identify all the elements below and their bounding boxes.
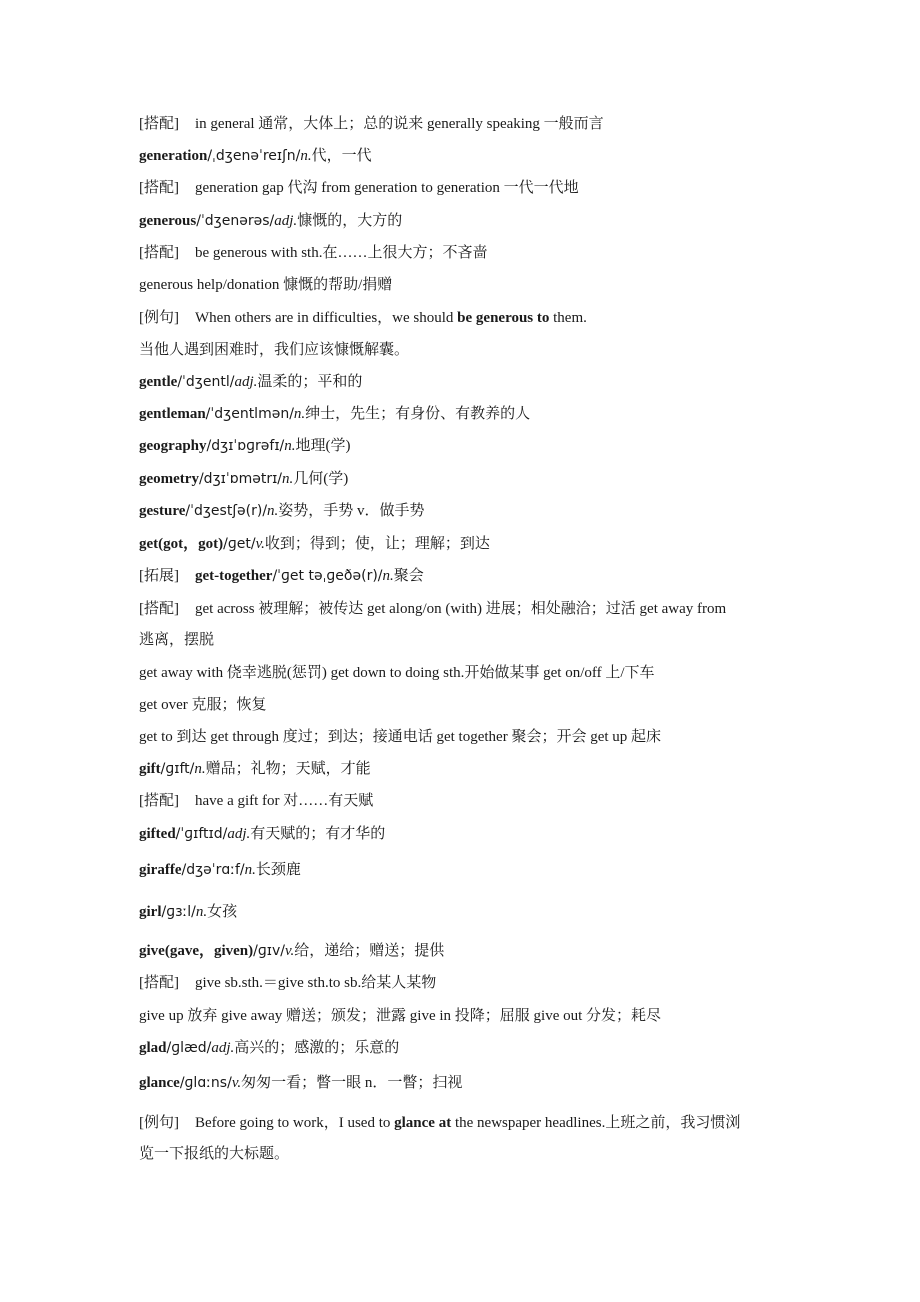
phonetic: /ɡɜːl/ (161, 904, 196, 920)
extension-line (139, 566, 424, 586)
entry-glad (139, 1038, 399, 1058)
part-of-speech: adj. (274, 213, 298, 229)
collocation-line (139, 973, 436, 993)
headword: get(got，got) (139, 536, 224, 552)
part-of-speech: n. (195, 904, 208, 920)
phonetic: /ˌdʒenəˈreɪʃn/ (207, 148, 301, 164)
phonetic: /dʒɪˈɒɡrəfɪ/ (206, 438, 285, 454)
line-text: generous help/donation 慷慨的帮助/捐赠 (139, 277, 393, 293)
definition: 姿势，手势 v．做手势 (278, 503, 425, 519)
entry-gifted (139, 824, 385, 844)
part-of-speech: n. (244, 862, 256, 878)
phonetic: /ɡɪft/ (160, 761, 195, 777)
entry-giraffe (139, 860, 301, 880)
line-text: get over 克服；恢复 (139, 697, 267, 713)
line-text: in general 通常，大体上；总的说来 generally speaking 一般而言 (195, 116, 604, 132)
entry-generous (139, 211, 402, 231)
entry-gentleman (139, 404, 530, 424)
collocation-tag: [搭配] (139, 245, 179, 261)
headword: generation (139, 148, 208, 164)
line-text: get across 被理解；被传达 get along/on (with) 进展；相处融洽；过活 get away from (195, 601, 727, 617)
line-text: be generous with sth.在……上很大方；不吝啬 (195, 245, 488, 261)
phonetic: /dʒəˈrɑːf/ (181, 862, 245, 878)
phonetic: /dʒɪˈɒmətrɪ/ (198, 471, 283, 487)
part-of-speech: n. (194, 761, 206, 777)
part-of-speech: n. (267, 503, 279, 519)
example-tag: [例句] (139, 1115, 179, 1131)
definition: 几何(学) (293, 471, 349, 487)
translation-line (139, 340, 409, 360)
phonetic: /ɡɪv/ (253, 943, 285, 959)
line-text: give sb.sth.＝give sth.to sb.给某人某物 (195, 975, 437, 991)
phonetic: /ˈɡet təˌɡeðə(r)/ (272, 568, 383, 584)
example-text: them. (549, 310, 587, 326)
headword: giraffe (139, 862, 182, 878)
entry-gift (139, 759, 371, 779)
line-text: 当他人遇到困难时，我们应该慷慨解囊。 (139, 342, 410, 358)
text-line (139, 630, 214, 650)
collocation-tag: [搭配] (139, 601, 179, 617)
text-line (139, 663, 655, 683)
collocation-line (139, 178, 579, 198)
example-tag: [例句] (139, 310, 179, 326)
entry-give (139, 941, 444, 961)
line-text: have a gift for 对……有天赋 (195, 793, 374, 809)
part-of-speech: v. (284, 943, 295, 959)
definition: 女孩 (207, 904, 238, 920)
collocation-line (139, 114, 604, 134)
phonetic: /ɡet/ (223, 536, 256, 552)
entry-geometry (139, 469, 348, 489)
example-keyphrase: glance at (394, 1115, 452, 1131)
entry-gentle (139, 372, 362, 392)
text-line (139, 275, 392, 295)
collocation-tag: [搭配] (139, 180, 179, 196)
definition: 有天赋的；有才华的 (250, 826, 386, 842)
line-text: generation gap 代沟 from generation to generation 一代一代地 (195, 180, 579, 196)
definition: 收到；得到；使，让；理解；到达 (264, 536, 490, 552)
entry-gesture (139, 501, 425, 521)
example-text: When others are in difficulties，we should (195, 310, 458, 326)
headword: give(gave，given) (139, 943, 254, 959)
text-line (139, 1006, 661, 1026)
headword: gentle (139, 374, 178, 390)
phonetic: /ˈdʒentl/ (177, 374, 235, 390)
definition: 温柔的；平和的 (257, 374, 363, 390)
headword: glance (139, 1075, 180, 1091)
definition: 地理(学) (295, 438, 351, 454)
example-keyphrase: be generous to (457, 310, 550, 326)
part-of-speech: v. (255, 536, 265, 552)
part-of-speech: n. (382, 568, 394, 584)
collocation-line (139, 791, 373, 811)
collocation-line (139, 243, 487, 263)
definition: 给，递给；赠送；提供 (294, 943, 445, 959)
collocation-tag: [搭配] (139, 793, 179, 809)
line-text: get to 到达 get through 度过；到达；接通电话 get together 聚会；开会 get up 起床 (139, 729, 662, 745)
headword: geography (139, 438, 207, 454)
collocation-tag: [搭配] (139, 116, 179, 132)
part-of-speech: n. (282, 471, 294, 487)
extension-tag: [拓展] (139, 568, 179, 584)
phonetic: /ˈdʒentlmən/ (205, 406, 294, 422)
part-of-speech: v. (231, 1075, 242, 1091)
phonetic: /ɡlɑːns/ (179, 1075, 232, 1091)
line-text: 逃离，摆脱 (139, 632, 215, 648)
collocation-tag: [搭配] (139, 975, 179, 991)
headword: gifted (139, 826, 176, 842)
example-text: the newspaper headlines.上班之前，我习惯浏 (451, 1115, 741, 1131)
headword: glad (139, 1040, 167, 1056)
entry-glance (139, 1073, 462, 1093)
entry-girl (139, 902, 237, 922)
definition: 绅士，先生；有身份、有教养的人 (305, 406, 531, 422)
definition: 长颈鹿 (255, 862, 301, 878)
headword: gift (139, 761, 161, 777)
collocation-line (139, 599, 726, 619)
entry-get (139, 534, 490, 554)
line-text: get away with 侥幸逃脱(惩罚) get down to doing sth.开始做某事 get on/off 上/下车 (139, 665, 655, 681)
example-text: Before going to work，I used to (195, 1115, 395, 1131)
part-of-speech: n. (293, 406, 306, 422)
part-of-speech: adj. (234, 374, 258, 390)
definition: 高兴的；感激的；乐意的 (234, 1040, 400, 1056)
translation-line (139, 1144, 289, 1164)
headword: gentleman (139, 406, 206, 422)
entry-geography (139, 436, 350, 456)
headword: gesture (139, 503, 186, 519)
definition: 匆匆一看；瞥一眼 n．一瞥；扫视 (241, 1075, 463, 1091)
part-of-speech: adj. (227, 826, 251, 842)
headword: get-together (195, 568, 273, 584)
example-line (139, 1113, 740, 1133)
text-line (139, 695, 266, 715)
phonetic: /ˈɡɪftɪd/ (175, 826, 228, 842)
definition: 代，一代 (311, 148, 372, 164)
line-text: 览一下报纸的大标题。 (139, 1146, 290, 1162)
part-of-speech: n. (300, 148, 312, 164)
line-text: give up 放弃 give away 赠送；颁发；泄露 give in 投降；屈服 give out 分发；耗尽 (139, 1008, 662, 1024)
part-of-speech: n. (284, 438, 296, 454)
definition: 慷慨的，大方的 (297, 213, 403, 229)
entry-generation (139, 146, 372, 166)
example-line (139, 308, 587, 328)
headword: geometry (139, 471, 199, 487)
definition: 赠品；礼物；天赋，才能 (205, 761, 371, 777)
phonetic: /ˈdʒestʃə(r)/ (185, 503, 268, 519)
phonetic: /ɡlæd/ (166, 1040, 212, 1056)
phonetic: /ˈdʒenərəs/ (196, 213, 275, 229)
headword: generous (139, 213, 197, 229)
headword: girl (139, 904, 162, 920)
part-of-speech: adj. (211, 1040, 235, 1056)
definition: 聚会 (393, 568, 424, 584)
text-line (139, 727, 661, 747)
